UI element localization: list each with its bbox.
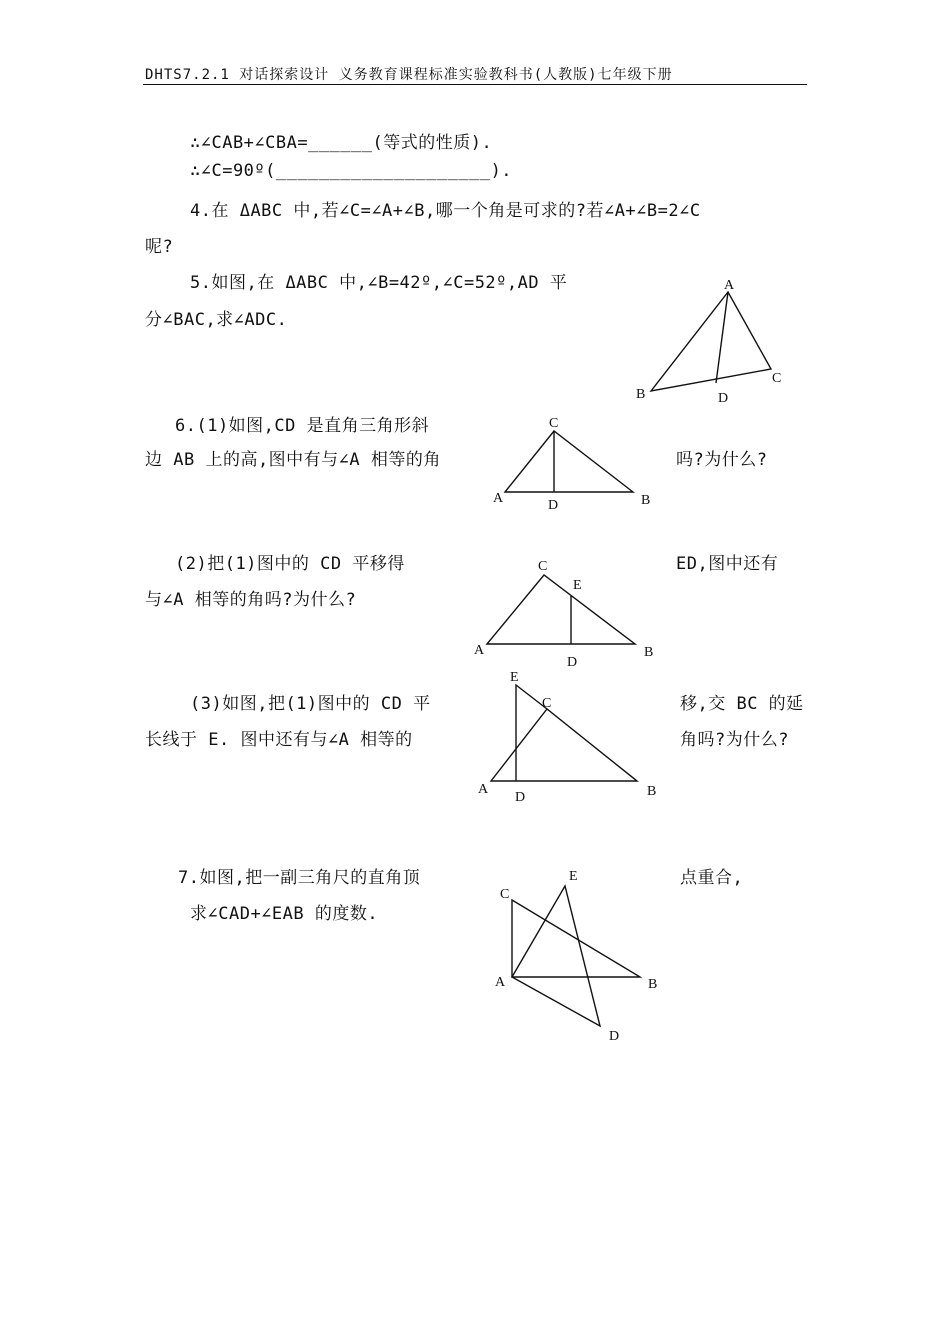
question-5-line2: 分∠BAC,求∠ADC. <box>145 310 288 330</box>
label-b: B <box>644 645 654 660</box>
label-e: E <box>510 670 519 685</box>
label-c: C <box>500 887 510 902</box>
label-d: D <box>567 655 578 670</box>
right-triangle-abc <box>491 709 637 781</box>
question-6-1-line2-left: 边 AB 上的高,图中有与∠A 相等的角 <box>145 450 441 470</box>
header-rule <box>143 84 807 85</box>
question-6-3-line2-right: 角吗?为什么? <box>680 730 789 750</box>
figure-question-6-2 <box>465 550 665 675</box>
label-b: B <box>647 784 657 799</box>
label-b: B <box>641 493 651 508</box>
right-triangle-abc <box>487 575 635 644</box>
label-a: A <box>493 491 504 506</box>
label-c: C <box>772 371 782 386</box>
label-d: D <box>609 1029 620 1044</box>
label-e: E <box>573 578 582 593</box>
question-6-2-line1-left: (2)把(1)图中的 CD 平移得 <box>175 554 405 574</box>
right-triangle-abc <box>505 431 633 492</box>
label-d: D <box>515 790 526 805</box>
label-a: A <box>474 643 485 658</box>
question-6-3-line2-left: 长线于 E. 图中还有与∠A 相等的 <box>145 730 413 750</box>
label-c: C <box>538 559 548 574</box>
question-4-line1: 4.在 ΔABC 中,若∠C=∠A+∠B,哪一个角是可求的?若∠A+∠B=2∠C <box>190 201 701 221</box>
label-d: D <box>718 391 729 406</box>
question-4-line2: 呢? <box>145 237 174 257</box>
question-6-1-line1: 6.(1)如图,CD 是直角三角形斜 <box>175 416 430 436</box>
question-6-1-line2-right: 吗?为什么? <box>676 450 768 470</box>
label-c: C <box>542 696 552 711</box>
triangle-set-square-cab <box>512 900 640 977</box>
label-d: D <box>548 498 559 513</box>
line-angle-c: ∴∠C=90º(____________________). <box>190 161 513 181</box>
question-7-line1-right: 点重合, <box>680 868 744 888</box>
label-e: E <box>569 869 578 884</box>
triangle-abc <box>651 292 771 391</box>
question-5-line1: 5.如图,在 ΔABC 中,∠B=42º,∠C=52º,AD 平 <box>190 273 568 293</box>
figure-question-5 <box>620 270 800 410</box>
figure-question-6-1 <box>485 410 660 520</box>
triangle-set-square-ead <box>512 886 600 1026</box>
label-a: A <box>495 975 506 990</box>
label-b: B <box>636 387 646 402</box>
question-7-line1-left: 7.如图,把一副三角尺的直角顶 <box>178 868 421 888</box>
figure-question-6-3 <box>470 665 670 810</box>
question-6-2-line2: 与∠A 相等的角吗?为什么? <box>145 590 357 610</box>
question-6-3-line1-left: (3)如图,把(1)图中的 CD 平 <box>190 694 431 714</box>
figure-question-7 <box>485 860 670 1050</box>
label-a: A <box>724 278 735 293</box>
question-7-line2: 求∠CAD+∠EAB 的度数. <box>190 904 379 924</box>
question-6-2-line1-right: ED,图中还有 <box>676 554 779 574</box>
label-c: C <box>549 416 559 431</box>
page-header: DHTS7.2.1 对话探索设计 义务教育课程标准实验教科书(人教版)七年级下册 <box>145 67 673 83</box>
label-b: B <box>648 977 658 992</box>
label-a: A <box>478 782 489 797</box>
question-6-3-line1-right: 移,交 BC 的延 <box>680 694 804 714</box>
line-sum-angles: ∴∠CAB+∠CBA=______(等式的性质). <box>190 133 493 153</box>
